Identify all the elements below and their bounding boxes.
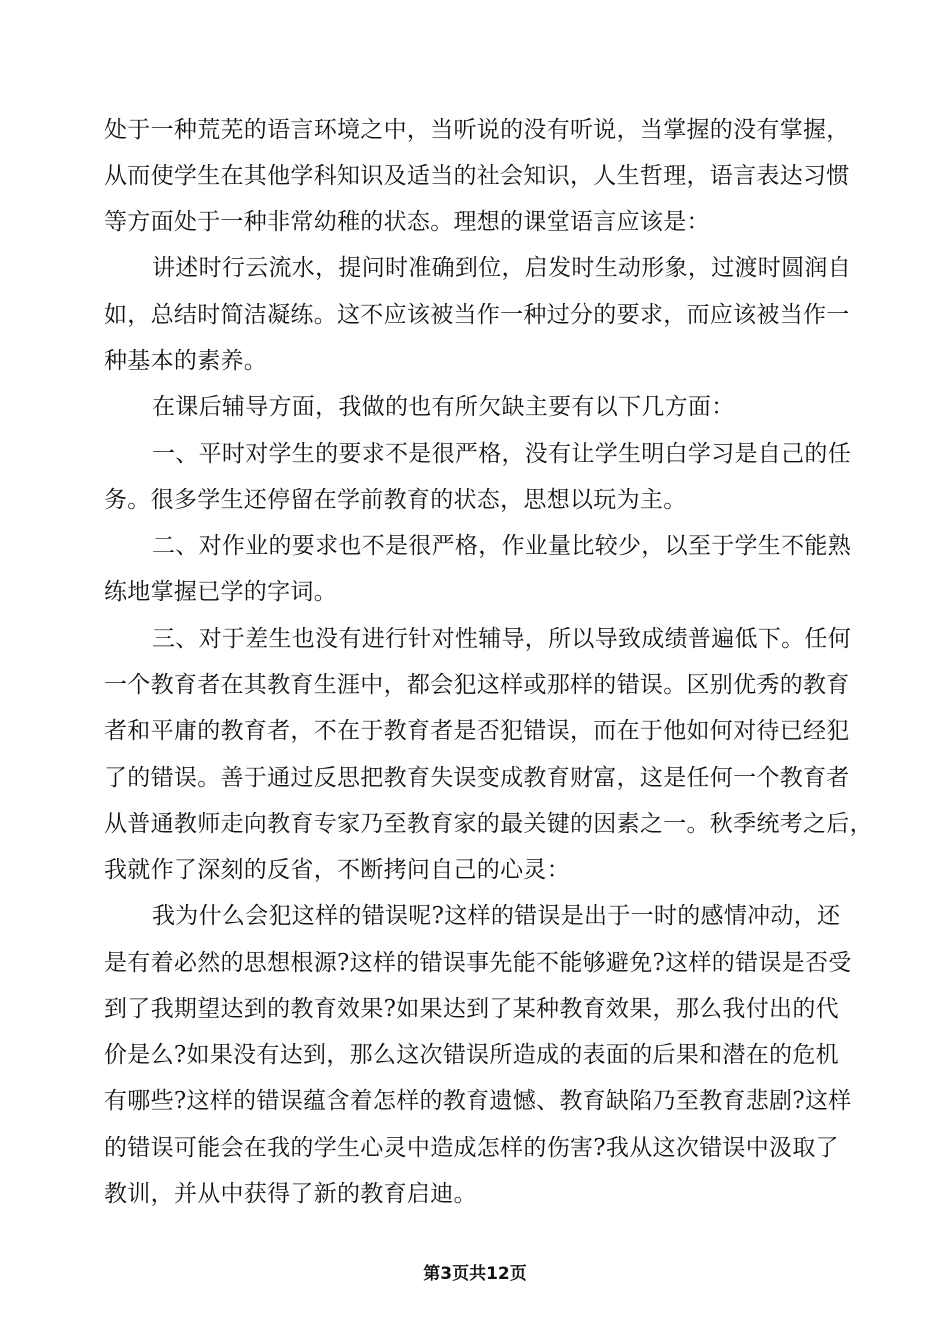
text-line: 我就作了深刻的反省，不断拷问自己的心灵： bbox=[104, 857, 570, 883]
page-number: 第3页共12页 bbox=[423, 1264, 527, 1284]
text-line: 教训，并从中获得了新的教育启迪。 bbox=[104, 1181, 477, 1207]
text-line: 务。很多学生还停留在学前教育的状态，思想以玩为主。 bbox=[104, 487, 687, 513]
text-line: 从普通教师走向教育专家乃至教育家的最关键的因素之一。秋季统考之后， bbox=[104, 811, 873, 837]
text-line: 有哪些?这样的错误蕴含着怎样的教育遗憾、教育缺陷乃至教育悲剧?这样 bbox=[104, 1088, 852, 1114]
text-line: 者和平庸的教育者，不在于教育者是否犯错误，而在于他如何对待已经犯 bbox=[104, 718, 850, 744]
text-line: 了的错误。善于通过反思把教育失误变成教育财富，这是任何一个教育者 bbox=[104, 765, 850, 791]
text-line: 等方面处于一种非常幼稚的状态。理想的课堂语言应该是： bbox=[104, 209, 710, 235]
text-line: 种基本的素养。 bbox=[104, 348, 268, 374]
text-line: 从而使学生在其他学科知识及适当的社会知识，人生哲理，语言表达习惯 bbox=[104, 163, 850, 189]
text-line: 到了我期望达到的教育效果?如果达到了某种教育效果，那么我付出的代 bbox=[104, 996, 839, 1022]
text-line: 如，总结时简洁凝练。这不应该被当作一种过分的要求，而应该被当作一 bbox=[104, 302, 850, 328]
text-line: 讲述时行云流水，提问时准确到位，启发时生动形象，过渡时圆润自 bbox=[152, 255, 851, 281]
text-line: 三、对于差生也没有进行针对性辅导，所以导致成绩普遍低下。任何 bbox=[152, 626, 851, 652]
text-line: 一、平时对学生的要求不是很严格，没有让学生明白学习是自己的任 bbox=[152, 441, 851, 467]
text-line: 二、对作业的要求也不是很严格，作业量比较少，以至于学生不能熟 bbox=[152, 533, 851, 559]
text-line: 是有着必然的思想根源?这样的错误事先能不能够避免?这样的错误是否受 bbox=[104, 950, 852, 976]
text-line: 一个教育者在其教育生涯中，都会犯这样或那样的错误。区别优秀的教育 bbox=[104, 672, 850, 698]
text-line: 处于一种荒芜的语言环境之中，当听说的没有听说，当掌握的没有掌握， bbox=[104, 117, 850, 143]
text-line: 在课后辅导方面，我做的也有所欠缺主要有以下几方面： bbox=[152, 394, 735, 420]
text-line: 的错误可能会在我的学生心灵中造成怎样的伤害?我从这次错误中汲取了 bbox=[104, 1135, 839, 1161]
text-line: 我为什么会犯这样的错误呢?这样的错误是出于一时的感情冲动，还 bbox=[152, 903, 841, 929]
text-line: 练地掌握已学的字词。 bbox=[104, 579, 337, 605]
text-line: 价是么?如果没有达到，那么这次错误所造成的表面的后果和潜在的危机 bbox=[104, 1042, 839, 1068]
